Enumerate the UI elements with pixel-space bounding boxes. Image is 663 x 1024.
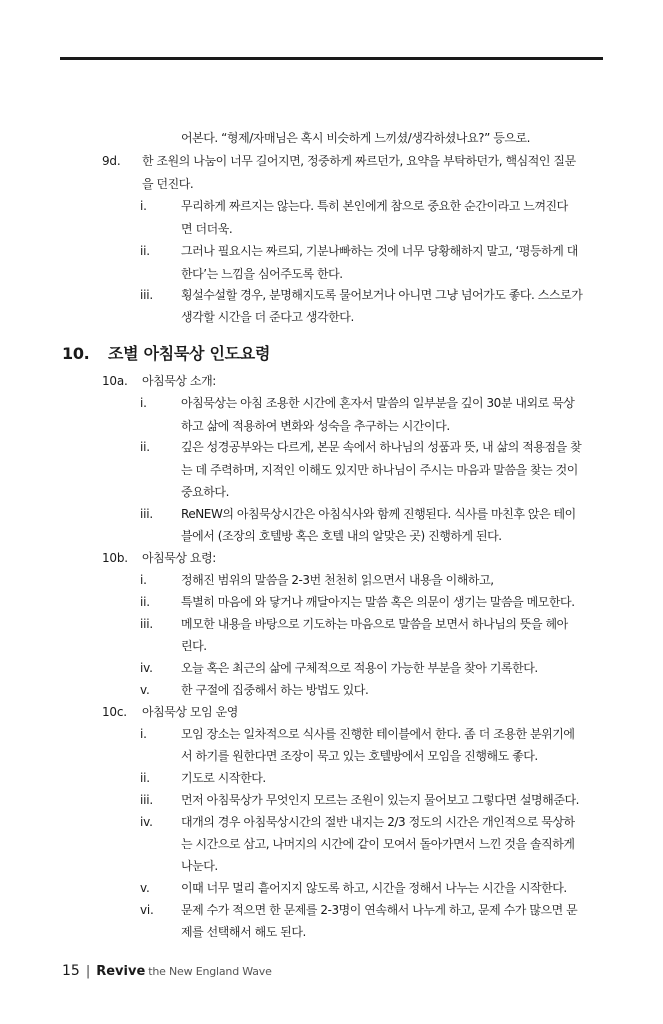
item-marker: iii. bbox=[140, 288, 154, 302]
item-marker: v. bbox=[140, 683, 150, 697]
item-marker: 10a. bbox=[102, 374, 128, 388]
body-line: 이때 너무 멀리 흩어지지 않도록 하고, 시간을 정해서 나누는 시간을 시작한다. bbox=[181, 881, 567, 895]
body-line: 나눈다. bbox=[181, 859, 218, 873]
body-line: 한다’는 느낌을 심어주도록 한다. bbox=[181, 267, 343, 281]
body-line: 한 조원의 나눔이 너무 길어지면, 정중하게 짜르던가, 요약을 부탁하던가, 핵심적인 질문 bbox=[142, 154, 576, 168]
body-line: 생각할 시간을 더 준다고 생각한다. bbox=[181, 310, 354, 324]
body-line: 는 시간으로 삼고, 나머지의 시간에 같이 모여서 돌아가면서 느낀 것을 솔직하게 bbox=[181, 837, 575, 851]
body-line: 면 더더욱. bbox=[181, 222, 233, 236]
top-rule bbox=[60, 57, 603, 60]
item-marker: iii. bbox=[140, 793, 154, 807]
item-marker: i. bbox=[140, 727, 147, 741]
item-marker: iv. bbox=[140, 815, 153, 829]
item-marker: i. bbox=[140, 573, 147, 587]
item-marker: ii. bbox=[140, 595, 150, 609]
body-line: 그러나 필요시는 짜르되, 기분나빠하는 것에 너무 당황해하지 말고, ‘평등하게 대 bbox=[181, 244, 578, 258]
body-line: 깊은 성경공부와는 다르게, 본문 속에서 하나님의 성품과 뜻, 내 삶의 적용점을 찾 bbox=[181, 440, 582, 454]
section-title: 조별 아침묵상 인도요령 bbox=[108, 344, 271, 363]
body-line: 서 하기를 원한다면 조장이 묵고 있는 호텔방에서 모임을 진행해도 좋다. bbox=[181, 749, 538, 763]
item-marker: i. bbox=[140, 199, 147, 213]
body-line: 는 데 주력하며, 지적인 이해도 있지만 하나님이 주시는 마음과 말씀을 찾는 것이 bbox=[181, 463, 578, 477]
body-line: 아침묵상 소개: bbox=[142, 374, 216, 388]
body-line: 어본다. “형제/자매님은 혹시 비슷하게 느끼셨/생각하셨나요?” 등으로. bbox=[181, 131, 531, 145]
body-line: 아침묵상 모임 운영 bbox=[142, 705, 238, 719]
item-marker: 10b. bbox=[102, 551, 128, 565]
body-line: 무리하게 짜르지는 않는다. 특히 본인에게 참으로 중요한 순간이라고 느껴진다 bbox=[181, 199, 568, 213]
body-line: 을 던진다. bbox=[142, 177, 194, 191]
item-marker: iv. bbox=[140, 661, 153, 675]
body-line: 메모한 내용을 바탕으로 기도하는 마음으로 말씀을 보면서 하나님의 뜻을 헤아 bbox=[181, 617, 568, 631]
body-line: 오늘 혹은 최근의 삶에 구체적으로 적용이 가능한 부분을 찾아 기록한다. bbox=[181, 661, 538, 675]
body-line: 하고 삶에 적용하여 변화와 성숙을 추구하는 시간이다. bbox=[181, 419, 450, 433]
body-line: 아침묵상는 아침 조용한 시간에 혼자서 말씀의 일부분을 깊이 30분 내외로 묵상 bbox=[181, 396, 575, 410]
footer-tagline: the New England Wave bbox=[148, 965, 272, 978]
page-number: 15 bbox=[62, 963, 80, 979]
body-line: 린다. bbox=[181, 639, 207, 653]
item-marker: iii. bbox=[140, 507, 154, 521]
footer-brand: Revive bbox=[96, 964, 146, 979]
body-line: 기도로 시작한다. bbox=[181, 771, 266, 785]
body-line: 대개의 경우 아침묵상시간의 절반 내지는 2/3 정도의 시간은 개인적으로 묵상하 bbox=[181, 815, 575, 829]
item-marker: 10c. bbox=[102, 705, 127, 719]
section-heading bbox=[62, 344, 270, 364]
body-line: 먼저 아침묵상가 무엇인지 모르는 조원이 있는지 물어보고 그렇다면 설명해준다. bbox=[181, 793, 579, 807]
item-marker: ii. bbox=[140, 440, 150, 454]
body-line: 중요하다. bbox=[181, 485, 229, 499]
body-line: 블에서 (조장의 호텔방 혹은 호텔 내의 알맞은 곳) 진행하게 된다. bbox=[181, 529, 502, 543]
body-line: 특별히 마음에 와 닿거나 깨달아지는 말씀 혹은 의문이 생기는 말씀을 메모한다. bbox=[181, 595, 575, 609]
item-marker: vi. bbox=[140, 903, 154, 917]
item-marker: ii. bbox=[140, 244, 150, 258]
page-footer bbox=[62, 962, 272, 981]
body-line: 제를 선택해서 해도 된다. bbox=[181, 925, 306, 939]
footer-separator: | bbox=[85, 964, 91, 979]
body-line: 모임 장소는 일차적으로 식사를 진행한 테이블에서 한다. 좀 더 조용한 분위기에 bbox=[181, 727, 575, 741]
body-line: 정해진 범위의 말씀을 2-3번 천천히 읽으면서 내용을 이해하고, bbox=[181, 573, 494, 587]
body-line: 횡설수설할 경우, 분명해지도록 물어보거나 아니면 그냥 넘어가도 좋다. 스스로가 bbox=[181, 288, 583, 302]
item-marker: 9d. bbox=[102, 154, 121, 168]
section-number: 10. bbox=[62, 344, 90, 363]
body-line: 한 구절에 집중해서 하는 방법도 있다. bbox=[181, 683, 369, 697]
item-marker: iii. bbox=[140, 617, 154, 631]
item-marker: ii. bbox=[140, 771, 150, 785]
body-line: 문제 수가 적으면 한 문제를 2-3명이 연속해서 나누게 하고, 문제 수가 많으면 문 bbox=[181, 903, 578, 917]
item-marker: v. bbox=[140, 881, 150, 895]
item-marker: i. bbox=[140, 396, 147, 410]
body-line: ReNEW의 아침묵상시간은 아침식사와 함께 진행된다. 식사를 마친후 앉은 테이 bbox=[181, 507, 576, 521]
body-line: 아침묵상 요령: bbox=[142, 551, 216, 565]
